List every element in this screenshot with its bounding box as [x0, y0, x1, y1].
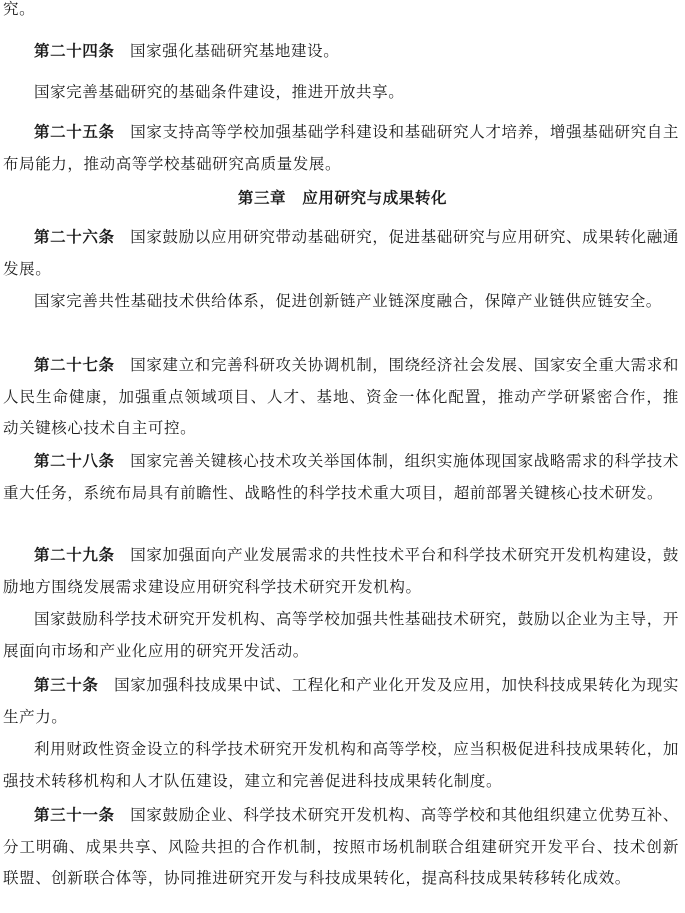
article-26 [3, 222, 679, 285]
paragraph [3, 734, 679, 797]
article-27 [3, 350, 679, 445]
article-number: 第二十八条 [34, 452, 115, 470]
article-text: 国家鼓励以应用研究带动基础研究，促进基础研究与应用研究、成果转化融通发展。 [3, 228, 679, 278]
article-text: 国家完善关键核心技术攻关举国体制，组织实施体现国家战略需求的科学技术重大任务，系统布局具有前瞻性、战略性的科学技术重大项目，超前部署关键核心技术研发。 [3, 452, 679, 502]
article-number: 第三十条 [34, 676, 99, 694]
paragraph-text: 利用财政性资金设立的科学技术研究开发机构和高等学校，应当积极促进科技成果转化，加强技术转移机构和人才队伍建设，建立和完善促进科技成果转化制度。 [3, 740, 679, 790]
article-number: 第三十一条 [34, 806, 115, 824]
article-31 [3, 800, 679, 895]
article-text: 国家强化基础研究基地建设。 [130, 42, 340, 60]
article-text: 国家支持高等学校加强基础学科建设和基础研究人才培养，增强基础研究自主布局能力，推动高等学校基础研究高质量发展。 [3, 123, 679, 173]
paragraph-text: 国家鼓励科学技术研究开发机构、高等学校加强共性基础技术研究，鼓励以企业为主导，开展面向市场和产业化应用的研究开发活动。 [3, 610, 679, 660]
article-number: 第二十五条 [34, 123, 115, 141]
paragraph-text: 国家完善基础研究的基础条件建设，推进开放共享。 [34, 83, 405, 101]
article-text: 国家建立和完善科研攻关协调机制，围绕经济社会发展、国家安全重大需求和人民生命健康，加强重点领域项目、人才、基地、资金一体化配置，推动产学研紧密合作，推动关键核心技术自主可控。 [3, 356, 679, 437]
article-number: 第二十六条 [34, 228, 115, 246]
paragraph-text: 究。 [3, 0, 36, 18]
article-30 [3, 670, 679, 733]
article-24 [3, 36, 679, 68]
paragraph-continuation [3, 0, 679, 26]
article-text: 国家加强面向产业发展需求的共性技术平台和科学技术研究开发机构建设，鼓励地方围绕发展需求建设应用研究科学技术研究开发机构。 [3, 546, 679, 596]
paragraph [3, 286, 679, 318]
article-number: 第二十七条 [34, 356, 115, 374]
paragraph [3, 77, 679, 109]
article-number: 第二十九条 [34, 546, 115, 564]
paragraph [3, 604, 679, 667]
paragraph-text: 国家完善共性基础技术供给体系，促进创新链产业链深度融合，保障产业链供应链安全。 [34, 292, 662, 310]
article-28 [3, 446, 679, 509]
article-text: 国家鼓励企业、科学技术研究开发机构、高等学校和其他组织建立优势互补、分工明确、成果共享、风险共担的合作机制，按照市场机制联合组建研究开发平台、技术创新联盟、创新联合体等，协同推进研究开发与科技成果转化，提高科技成果转移转化成效。 [3, 806, 679, 887]
article-25 [3, 117, 679, 180]
chapter-heading: 第三章 应用研究与成果转化 [237, 189, 448, 207]
article-number: 第二十四条 [34, 42, 115, 60]
article-29 [3, 540, 679, 603]
article-text: 国家加强科技成果中试、工程化和产业化开发及应用，加快科技成果转化为现实生产力。 [3, 676, 679, 726]
